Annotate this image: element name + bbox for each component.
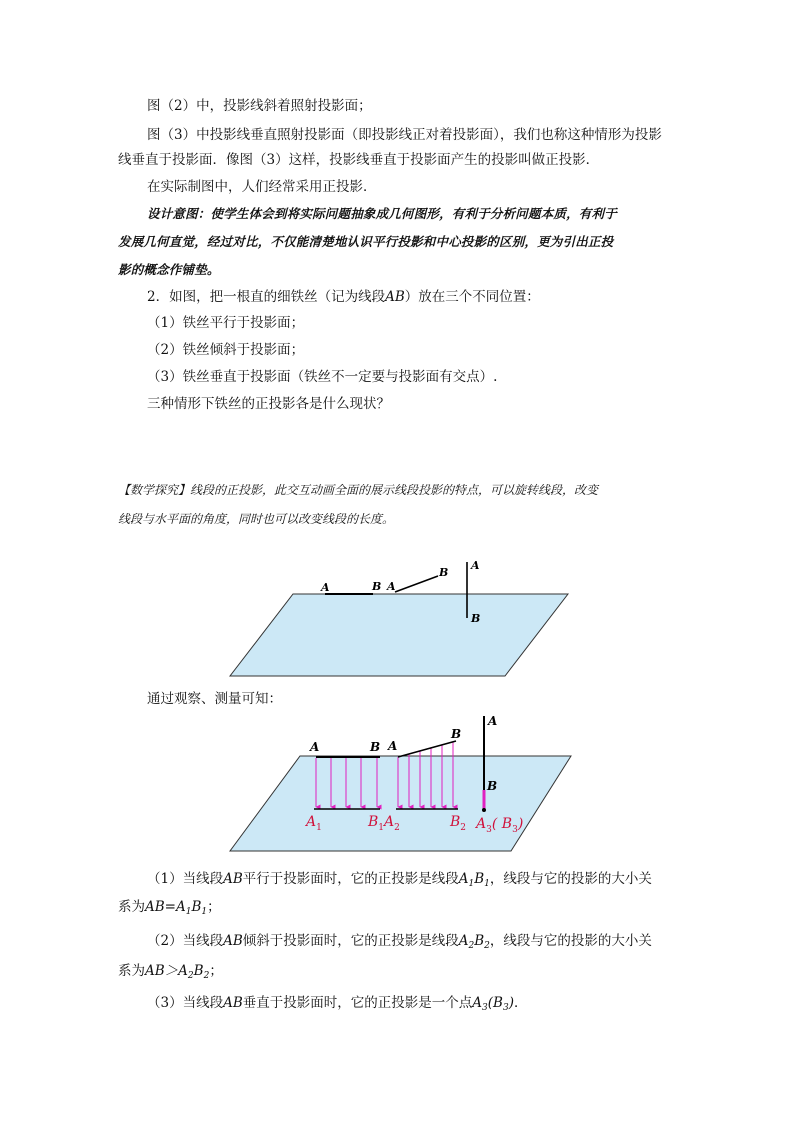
segment-a2b2: $A_2B_2$: [178, 963, 210, 981]
explore-line-1: 【数学探究】线段的正投影，此交互动画全面的展示线段投影的特点，可以旋转线段，改变: [118, 483, 599, 497]
text: 垂直于投影面时，它的正投影是一个点: [242, 995, 473, 1011]
label-a1: $A_1$: [306, 814, 322, 833]
label-a-perpendicular: A: [471, 559, 480, 572]
question-2: [147, 288, 540, 306]
label-b-oblique: B: [439, 566, 449, 579]
label-a3b3: $A_3$( $B_3$): [476, 816, 524, 835]
text: （3）当线段: [147, 995, 224, 1011]
question-text-end: ）放在三个不同位置：: [404, 289, 540, 305]
label-a-parallel: A: [321, 581, 330, 594]
segment-a1b1: $A_1B_1$: [175, 899, 208, 917]
segment-ab: AB: [223, 871, 243, 887]
label-b-perpendicular: B: [471, 612, 481, 625]
design-intent-line-2: 发展几何直觉，经过对比，不仅能清楚地认识平行投影和中心投影的区别，更为引出正投: [118, 234, 614, 249]
relation: AB＞: [145, 963, 179, 979]
text: ，线段与它的投影的大小关: [489, 871, 652, 887]
conclusion-2-line-1: [147, 932, 652, 955]
conclusion-1-line-1: [147, 870, 652, 893]
label-b-oblique: B: [451, 727, 462, 741]
segment-oblique: [395, 576, 438, 592]
projection-plane: [230, 756, 571, 851]
observe-text: 通过观察、测量可知：: [147, 691, 282, 707]
label-b2: $B_2$: [450, 814, 467, 833]
label-b-parallel: B: [372, 580, 382, 593]
label-b-parallel: B: [370, 740, 381, 754]
design-intent-line-1: 设计意图：使学生体会到将实际问题抽象成几何图形，有利于分析问题本质，有利于: [147, 206, 617, 221]
segment-ab: AB: [223, 995, 243, 1011]
explore-line-2: 线段与水平面的角度，同时也可以改变线段的长度。: [118, 512, 395, 526]
figure-segment-positions: [225, 550, 575, 680]
text: （2）当线段: [147, 933, 224, 949]
question-ask: 三种情形下铁丝的正投影各是什么现状？: [147, 396, 390, 412]
question-text: 2．如图，把一根直的细铁丝（记为线段: [147, 289, 386, 305]
text: ，线段与它的投影的大小关: [489, 933, 652, 949]
projection-point-a3b3: [482, 808, 486, 812]
case-1: （1）铁丝平行于投影面；: [147, 315, 305, 331]
segment-oblique: [398, 741, 456, 757]
conclusion-1-line-2: [118, 898, 221, 921]
projection-plane: [230, 594, 568, 676]
paragraph-fig3-a: 图（3）中投影线垂直照射投影面（即投影线正对着投影面），我们也称这种情形为投影: [147, 127, 662, 143]
relation: AB=: [145, 899, 176, 915]
paragraph-practice: 在实际制图中，人们经常采用正投影．: [147, 179, 377, 195]
text: 系为: [118, 899, 145, 915]
case-2: （2）铁丝倾斜于投影面；: [147, 342, 305, 358]
conclusion-2-line-2: [118, 962, 223, 985]
segment-a1b1: $A_1B_1$: [458, 871, 490, 889]
case-3: （3）铁丝垂直于投影面（铁丝不一定要与投影面有交点）.: [147, 369, 498, 385]
text: （1）当线段: [147, 871, 224, 887]
figure-segment-projections: [228, 712, 578, 854]
punct: ；: [207, 899, 221, 915]
text: 系为: [118, 963, 145, 979]
point-a3b3: $A_3(B_3)$: [472, 995, 514, 1013]
design-intent-line-3: 影的概念作铺垫。: [118, 262, 220, 277]
paragraph-fig3-b: 线垂直于投影面．像图（3）这样，投影线垂直于投影面产生的投影叫做正投影．: [118, 152, 600, 168]
segment-ab: AB: [385, 289, 405, 305]
label-b1a2: $B_1A_2$: [368, 814, 400, 833]
text: 倾斜于投影面时，它的正投影是线段: [242, 933, 459, 949]
label-a-perpendicular: A: [488, 714, 498, 728]
paragraph-fig2: 图（2）中，投影线斜着照射投影面；: [147, 98, 372, 114]
conclusion-3: [147, 994, 527, 1017]
label-a-oblique: A: [388, 739, 398, 753]
punct: ．: [513, 995, 528, 1011]
label-a-parallel: A: [310, 740, 320, 754]
label-b-perpendicular: B: [487, 779, 498, 793]
punct: ；: [209, 963, 223, 979]
text: 平行于投影面时，它的正投影是线段: [242, 871, 459, 887]
segment-a2b2: $A_2B_2$: [458, 933, 490, 951]
label-a-oblique: A: [387, 580, 396, 593]
segment-ab: AB: [223, 933, 243, 949]
